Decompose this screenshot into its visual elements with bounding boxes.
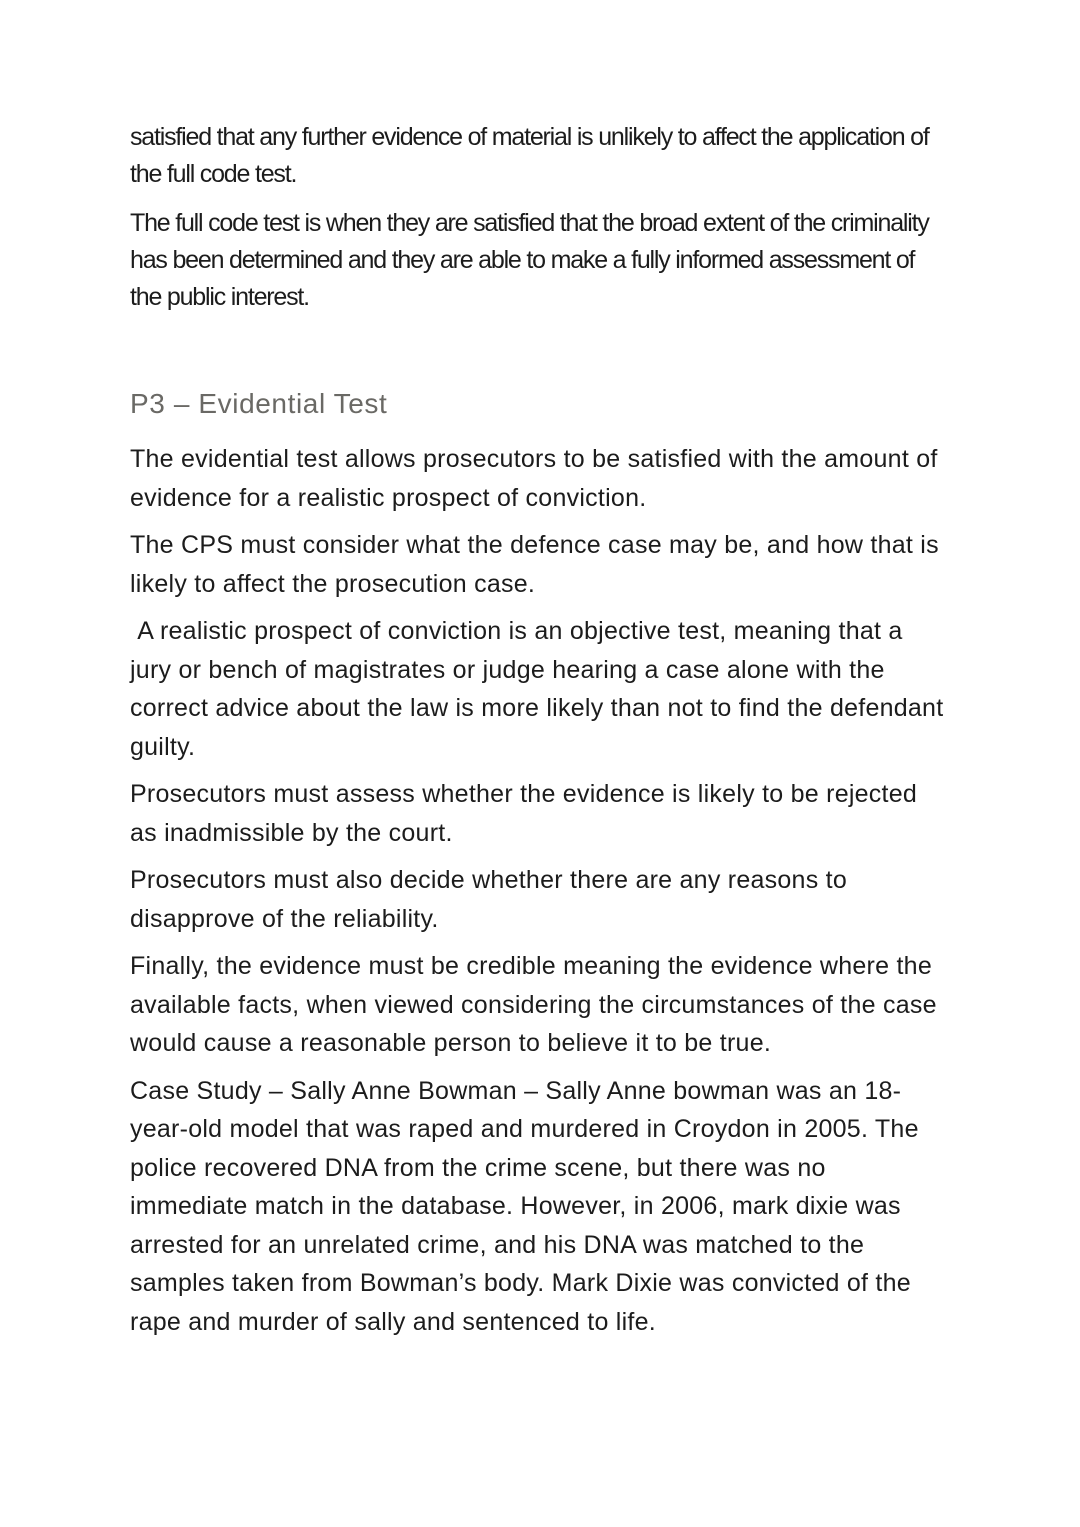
- intro-paragraph-full-code-application: satisfied that any further evidence of material is unlikely to affect the application of the full code test.: [130, 123, 935, 188]
- body-paragraph-realistic-prospect: A realistic prospect of conviction is an objective test, meaning that a jury or bench of magistrates or judge hearing a case alone with the correct advice about the law is more likely than not to find the defendant guilty.: [130, 617, 951, 761]
- body-paragraph-evidential-test-intro: The evidential test allows prosecutors to be satisfied with the amount of evidence for a realistic prospect of conviction.: [130, 445, 945, 512]
- body-paragraph-credibility: Finally, the evidence must be credible meaning the evidence where the available facts, when viewed considering the circumstances of the case would cause a reasonable person to believe it to be true.: [130, 952, 945, 1057]
- body-paragraph-cps-defence-case: The CPS must consider what the defence case may be, and how that is likely to affect the prosecution case.: [130, 531, 947, 598]
- document-content: [130, 119, 951, 1350]
- section-heading-evidential-test: P3 – Evidential Test: [130, 388, 388, 419]
- intro-paragraph-full-code-definition: The full code test is when they are satisfied that the broad extent of the criminality has been determined and they are able to make a fully informed assessment of the public interest.: [130, 209, 935, 311]
- body-paragraph-case-study-sally-anne-bowman: Case Study – Sally Anne Bowman – Sally Anne bowman was an 18-year-old model that was raped and murdered in Croydon in 2005. The police recovered DNA from the crime scene, but there was no immediate match in the database. However, in 2006, mark dixie was arrested for an unrelated crime, and his DNA was matched to the samples taken from Bowman’s body. Mark Dixie was convicted of the rape and murder of sally and sentenced to life.: [130, 1076, 926, 1336]
- body-paragraph-inadmissible-evidence: Prosecutors must assess whether the evidence is likely to be rejected as inadmissible by the court.: [130, 780, 925, 847]
- body-paragraph-reliability: Prosecutors must also decide whether there are any reasons to disapprove of the reliability.: [130, 866, 855, 933]
